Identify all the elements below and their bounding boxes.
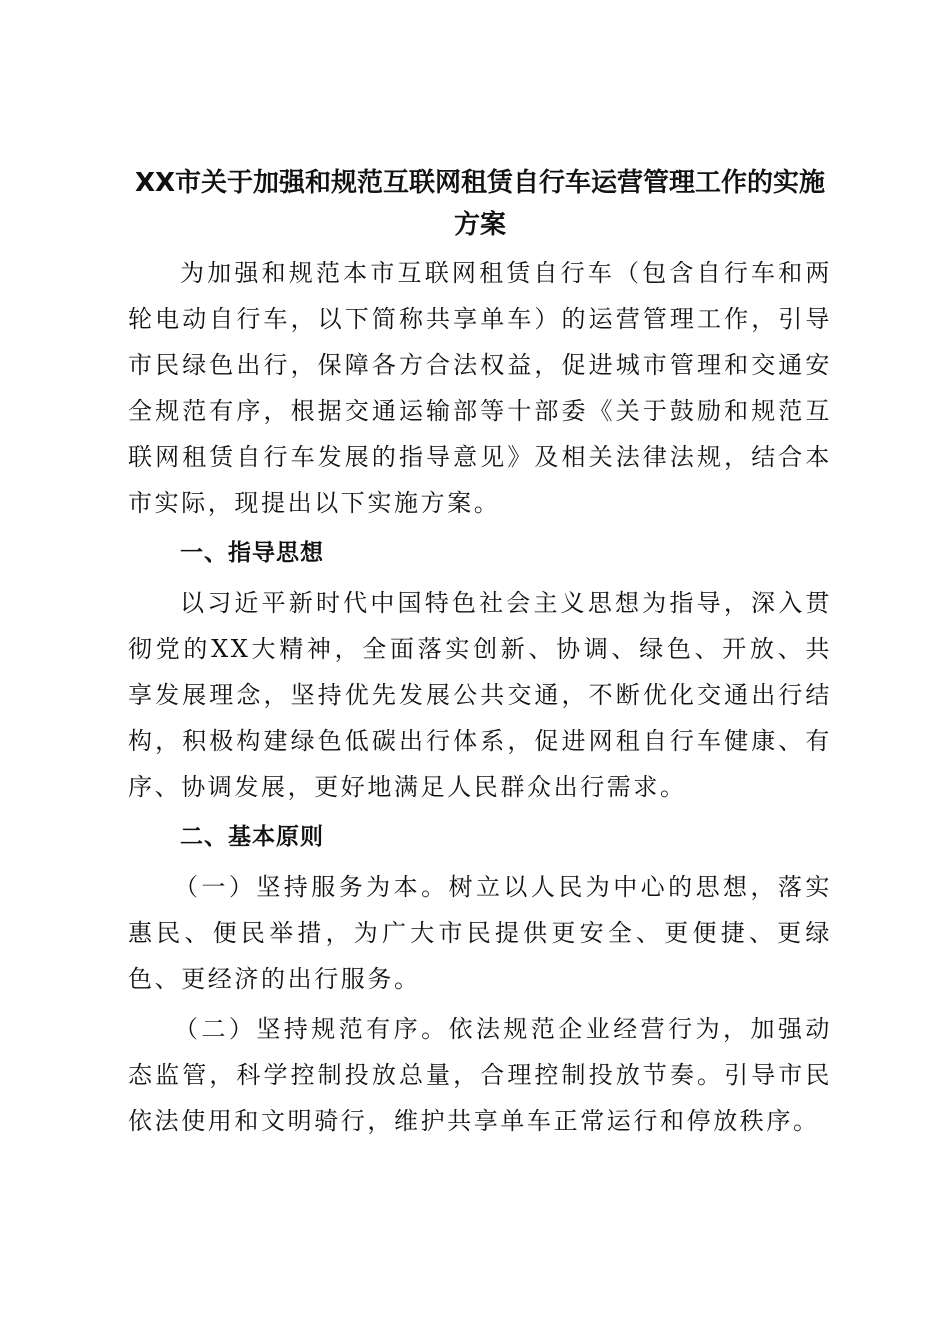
intro-paragraph: 为加强和规范本市互联网租赁自行车（包含自行车和两轮电动自行车，以下简称共享单车）的运营管理工作，引导市民绿色出行，保障各方合法权益，促进城市管理和交通安全规范有序，根据交通运输部等十部委《关于鼓励和规范互联网租赁自行车发展的指导意见》及相关法律法规，结合本市实际，现提出以下实施方案。	[128, 259, 832, 517]
section-heading-guiding-ideology: 一、指导思想	[180, 540, 324, 566]
principle-order-paragraph: （二）坚持规范有序。依法规范企业经营行为，加强动态监管，科学控制投放总量，合理控制投放节奏。引导市民依法使用和文明骑行，维护共享单车正常运行和停放秩序。	[128, 1015, 832, 1135]
document-body	[128, 162, 832, 1144]
principle-service-paragraph: （一）坚持服务为本。树立以人民为中心的思想，落实惠民、便民举措，为广大市民提供更安全、更便捷、更绿色、更经济的出行服务。	[128, 873, 832, 993]
document-title: XX市关于加强和规范互联网租赁自行车运营管理工作的实施方案	[134, 168, 826, 240]
section-heading-basic-principles: 二、基本原则	[180, 824, 324, 850]
guiding-ideology-paragraph: 以习近平新时代中国特色社会主义思想为指导，深入贯彻党的XX大精神，全面落实创新、协调、绿色、开放、共享发展理念，坚持优先发展公共交通，不断优化交通出行结构，积极构建绿色低碳出行体系，促进网租自行车健康、有序、协调发展，更好地满足人民群众出行需求。	[128, 589, 832, 801]
